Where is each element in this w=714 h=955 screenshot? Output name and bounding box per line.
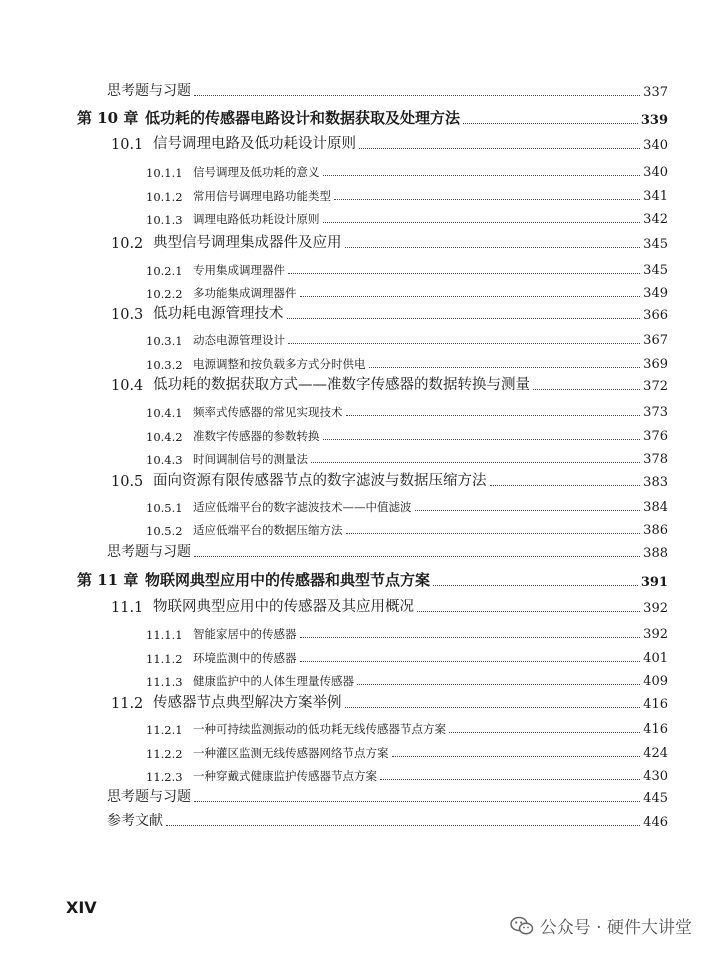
subsection-number: 11.1.3 (146, 675, 183, 689)
toc-section-entry (111, 228, 668, 252)
toc-page-number: 383 (643, 475, 668, 490)
toc-subsection-entry (146, 156, 668, 180)
toc-page-number: 340 (643, 138, 668, 153)
watermark-text: 公众号 · 硬件大讲堂 (539, 918, 692, 938)
toc-title: 适应低端平台的数字滤波技术——中值滤波 (193, 500, 412, 514)
toc-page-number: 369 (643, 357, 668, 372)
subsection-number: 10.4.3 (146, 453, 183, 467)
subsection-number: 11.2.3 (146, 770, 183, 784)
subsection-number: 11.1.2 (146, 652, 183, 666)
dot-leader (288, 343, 640, 344)
toc-title: 一种穿戴式健康监护传感器节点方案 (193, 769, 377, 783)
toc-title: 电源调整和按负载多方式分时供电 (193, 357, 366, 371)
toc-title: 物联网典型应用中的传感器及其应用概况 (153, 599, 414, 615)
toc-page-number: 401 (643, 651, 668, 666)
toc-page-number: 367 (643, 333, 668, 348)
subsection-number: 11.1.1 (146, 628, 183, 642)
dot-leader (490, 485, 641, 486)
toc-section-entry (111, 129, 668, 153)
subsection-number: 10.3.1 (146, 334, 183, 348)
toc-page-number: 416 (643, 722, 668, 737)
toc-subsection-entry (146, 396, 668, 420)
toc-page-number: 446 (643, 815, 668, 830)
dot-leader (194, 801, 640, 802)
section-number: 10.1 (111, 137, 144, 153)
toc-page-number: 424 (643, 746, 668, 761)
dot-leader (357, 684, 640, 685)
subsection-number: 10.5.2 (146, 524, 183, 538)
toc-page-number: 376 (643, 429, 668, 444)
toc-subsection-entry (146, 324, 668, 348)
dot-leader (300, 296, 641, 297)
toc-title: 低功耗电源管理技术 (153, 306, 284, 322)
chapter-number: 第 10 章 (77, 109, 139, 127)
toc-title: 时间调制信号的测量法 (193, 452, 308, 466)
toc-title: 思考题与习题 (107, 789, 191, 805)
toc-page-number: 378 (643, 452, 668, 467)
toc-subsection-entry (146, 665, 668, 689)
toc-page-number: 392 (643, 627, 668, 642)
dot-leader (323, 175, 641, 176)
section-number: 10.5 (111, 474, 144, 490)
toc-title: 信号调理及低功耗的意义 (193, 165, 320, 179)
toc-subsection-entry (146, 642, 668, 666)
toc-page-number: 445 (643, 791, 668, 806)
toc-entry (107, 537, 668, 561)
dot-leader (334, 199, 640, 200)
toc-chapter-entry (77, 104, 668, 128)
dot-leader (380, 779, 640, 780)
toc-page-number: 340 (643, 165, 668, 180)
toc-subsection-entry (146, 737, 668, 761)
section-number: 11.2 (111, 696, 144, 712)
toc-page-number: 409 (643, 674, 668, 689)
toc-subsection-entry (146, 760, 668, 784)
dot-leader (288, 273, 640, 274)
toc-page-number: 372 (643, 379, 668, 394)
subsection-number: 10.3.2 (146, 358, 183, 372)
dot-leader (417, 611, 640, 612)
toc-page-number: 373 (643, 405, 668, 420)
subsection-number: 10.1.1 (146, 166, 183, 180)
toc-section-entry (111, 466, 668, 490)
toc-section-entry (111, 592, 668, 616)
toc-title: 多功能集成调理器件 (193, 286, 297, 300)
subsection-number: 11.2.1 (146, 723, 183, 737)
toc-subsection-entry (146, 180, 668, 204)
dot-leader (194, 556, 640, 557)
dot-leader (166, 825, 640, 826)
toc-page-number: 392 (643, 601, 668, 616)
toc-subsection-entry (146, 348, 668, 372)
toc-subsection-entry (146, 618, 668, 642)
dot-leader (287, 318, 641, 319)
dot-leader (300, 661, 641, 662)
toc-entry (107, 782, 668, 806)
dot-leader (345, 707, 641, 708)
toc-title: 面向资源有限传感器节点的数字滤波与数据压缩方法 (153, 473, 487, 489)
toc-subsection-entry (146, 514, 668, 538)
toc-title: 低功耗的传感器电路设计和数据获取及处理方法 (145, 109, 461, 127)
toc-section-entry (111, 370, 668, 394)
toc-title: 低功耗的数据获取方式——准数字传感器的数据转换与测量 (153, 377, 530, 393)
toc-title: 传感器节点典型解决方案举例 (153, 695, 342, 711)
dot-leader (533, 389, 640, 390)
subsection-number: 10.4.2 (146, 430, 183, 444)
subsection-number: 10.4.1 (146, 406, 183, 420)
toc-page-number: 430 (643, 769, 668, 784)
dot-leader (369, 367, 641, 368)
dot-leader (449, 732, 640, 733)
toc-page-number: 391 (640, 575, 668, 590)
section-number: 11.1 (111, 600, 144, 616)
toc-entry (107, 806, 668, 830)
toc-subsection-entry (146, 420, 668, 444)
dot-leader (300, 637, 641, 638)
dot-leader (392, 756, 641, 757)
toc-title: 准数字传感器的参数转换 (193, 429, 320, 443)
toc-subsection-entry (146, 443, 668, 467)
toc-subsection-entry (146, 254, 668, 278)
toc-title: 适应低端平台的数据压缩方法 (193, 523, 343, 537)
toc-page-number: 337 (643, 85, 668, 100)
subsection-number: 10.2.2 (146, 287, 183, 301)
subsection-number: 11.2.2 (146, 747, 183, 761)
toc-title: 专用集成调理器件 (193, 263, 285, 277)
dot-leader (311, 462, 640, 463)
watermark (510, 913, 692, 938)
dot-leader (346, 533, 641, 534)
subsection-number: 10.5.1 (146, 501, 183, 515)
toc-title: 一种可持续监测振动的低功耗无线传感器节点方案 (193, 722, 446, 736)
toc-chapter-entry (77, 566, 668, 590)
toc-title: 常用信号调理电路功能类型 (193, 189, 331, 203)
toc-title: 频率式传感器的常见实现技术 (193, 405, 343, 419)
toc-page-number: 386 (643, 523, 668, 538)
toc-title: 典型信号调理集成器件及应用 (153, 235, 342, 251)
toc-subsection-entry (146, 491, 668, 515)
toc-page-number: 416 (643, 697, 668, 712)
toc-section-entry (111, 688, 668, 712)
toc-title: 健康监护中的人体生理量传感器 (193, 674, 354, 688)
section-number: 10.3 (111, 307, 144, 323)
toc-page-number: 384 (643, 500, 668, 515)
toc-title: 动态电源管理设计 (193, 333, 285, 347)
toc-title: 智能家居中的传感器 (193, 627, 297, 641)
toc-title: 环境监测中的传感器 (193, 651, 297, 665)
dot-leader (345, 247, 641, 248)
subsection-number: 10.1.2 (146, 190, 183, 204)
toc-page-number: 345 (643, 237, 668, 252)
toc-title: 调理电路低功耗设计原则 (193, 212, 320, 226)
dot-leader (463, 123, 638, 124)
toc-title: 一种灌区监测无线传感器网络节点方案 (193, 746, 389, 760)
toc-title: 物联网典型应用中的传感器和典型节点方案 (145, 571, 431, 589)
dot-leader (359, 148, 640, 149)
section-number: 10.4 (111, 378, 144, 394)
toc-page-number: 345 (643, 263, 668, 278)
toc-page-number: 366 (643, 308, 668, 323)
dot-leader (415, 510, 641, 511)
toc-entry (107, 76, 668, 100)
toc-page-number: 349 (643, 286, 668, 301)
dot-leader (194, 95, 640, 96)
toc-section-entry (111, 299, 668, 323)
toc-subsection-entry (146, 713, 668, 737)
toc-title: 参考文献 (107, 813, 163, 829)
dot-leader (433, 585, 638, 586)
page-folio: XIV (66, 898, 97, 917)
toc-page-number: 339 (640, 113, 668, 128)
toc-title: 思考题与习题 (107, 83, 191, 99)
wechat-icon (510, 916, 534, 936)
subsection-number: 10.2.1 (146, 264, 183, 278)
dot-leader (323, 222, 641, 223)
toc-title: 思考题与习题 (107, 544, 191, 560)
section-number: 10.2 (111, 236, 144, 252)
toc-page-number: 388 (643, 546, 668, 561)
toc-title: 信号调理电路及低功耗设计原则 (153, 136, 356, 152)
toc-page-number: 341 (643, 189, 668, 204)
dot-leader (323, 439, 641, 440)
toc-page-number: 342 (643, 212, 668, 227)
toc-subsection-entry (146, 203, 668, 227)
subsection-number: 10.1.3 (146, 213, 183, 227)
dot-leader (346, 415, 641, 416)
chapter-number: 第 11 章 (77, 571, 139, 589)
toc-subsection-entry (146, 277, 668, 301)
